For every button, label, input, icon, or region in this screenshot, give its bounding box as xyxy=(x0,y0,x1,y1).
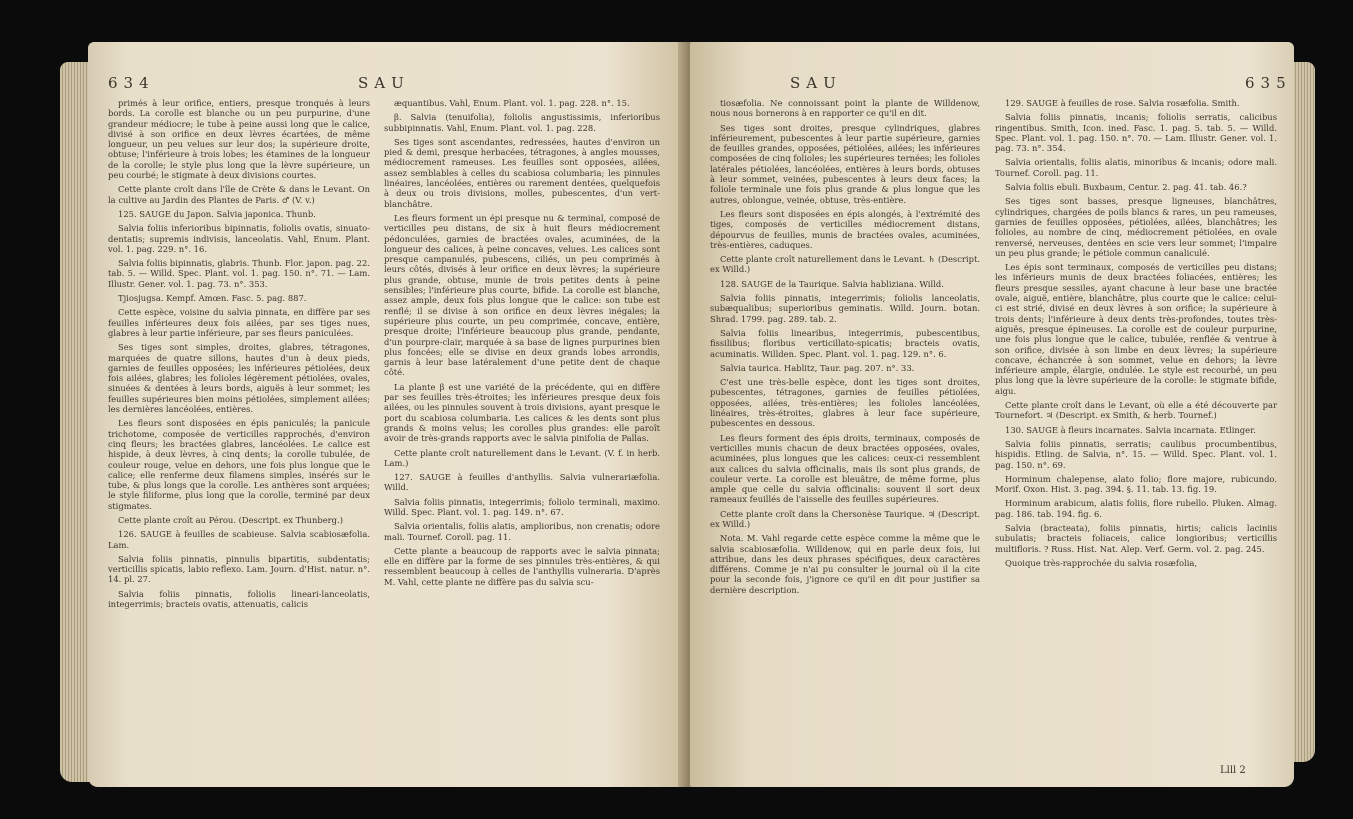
text-paragraph: Horminum chalepense, alato folio; flore majore, rubicundo. Morif. Oxon. Hist. 3. pag. 394. §. 11. tab. 13. fig. 19. xyxy=(995,473,1277,495)
text-paragraph: Salvia foliis pinnatis, integerrimis; foliolis lanceolatis, subæqualibus; superioribus geminatis. Willd. Journ. botan. Shrad. 1799. pag. 289. tab. 2. xyxy=(710,293,980,324)
text-paragraph: Cette plante croît dans la Chersonèse Taurique. ♃ (Descript. ex Willd.) xyxy=(710,508,980,529)
text-paragraph: primés à leur orifice, entiers, presque tronqués à leurs bords. La corolle est blanche ou un peu purpurine, d'une grandeur médiocre; le tube à peine aussi long que le calice, divisé à son orifice en deux lèvres écartées, de même longueur, un peu velues sur leur dos; la supérieure droite, obtuse; l'inférieure à trois lobes; les étamines de la longueur de la corolle; le style plus long que la lèvre supérieure, un peu courbé; le stigmate à deux divisions courtes. xyxy=(108,98,370,181)
text-paragraph: Salvia foliis linearibus, integerrimis, pubescentibus, fissilibus; floribus verticillato-spicatis; bracteis ovatis, acuminatis. Willden. Spec. Plant. vol. 1. pag. 129. n°. 6. xyxy=(710,327,980,359)
text-paragraph: C'est une très-belle espèce, dont les tiges sont droites, pubescentes, tétragones, garnies de feuilles pétiolées, opposées, ailées, très-entières; les folioles lancéolées, linéaires, très-étroites, glabres à leur face supérieure, pubescentes en dessous. xyxy=(710,377,980,429)
text-paragraph: 125. SAUGE du Japon. Salvia japonica. Thunb. xyxy=(118,208,316,219)
text-paragraph: Les fleurs forment un épi presque nu & terminal, composé de verticilles peu distans, de six à huit fleurs médiocrement pédonculées, garnies de bractées ovales, acuminées, de la longueur des calices, à peine concaves, velues. Les calices sont presque campanulés, pubescens, ciliés, un peu comprimés à leurs côtés, divisés à leur orifice en deux lèvres; la supérieure plus grande, obtuse, munie de trois petites dents à peine sensibles; l'inférieure plus courte, bifide. La corolle est blanche, assez ample, deux fois plus longue que le calice: son tube est renflé; il se divise à son orifice en deux lèvres inégales; la supérieure plus courte, un peu comprimée, concave, entière, presque droite; l'inférieure beaucoup plus grande, pendante, d'un pourpre-clair, marquée à sa base de lignes purpurines bien plus foncées; elle se divise en deux grands lobes arrondis, garnis à leur base latéralement d'une petite dent de chaque côté. xyxy=(384,212,660,378)
page-number: 635 xyxy=(1245,74,1292,92)
text-paragraph: La plante β est une variété de la précédente, qui en diffère par ses feuilles très-étroites; les inférieures presque deux fois ailées, ou les pinnules souvent à trois divisions, ayant presque le port du scabiosa columbaria. Les calices & les dents sont plus grands & moins velus; les corolles plus grandes: elle paroît avoir de très-grands rapports avec le salvia pinifolia de Pallas. xyxy=(384,381,660,444)
text-paragraph: Quoique très-rapprochée du salvia rosæfolia, xyxy=(1005,557,1198,568)
text-paragraph: Ses tiges sont droites, presque cylindriques, glabres inférieurement, pubescentes à leur partie supérieure, garnies de feuilles grandes, opposées, pétiolées, ailées; les inférieures composées de cinq folioles; les supérieures ternées; les folioles latérales pétiolées, lancéolées, entières à leurs bords, obtuses à leur sommet, veinées, pubescentes à leurs deux faces; la foliole terminale une fois plus grande & plus longue que les autres, oblongue, veinée, obtuse, très-entière. xyxy=(710,122,980,205)
text-paragraph: Salvia foliis ebuli. Buxbaum, Centur. 2. pag. 41. tab. 46.? xyxy=(1005,182,1247,193)
text-paragraph: Les fleurs sont disposées en épis paniculés; la panicule trichotome, composée de verticilles rapprochés, d'environ cinq fleurs; les bractées glabres, lancéolées. Le calice est hispide, à deux lèvres, à cinq dents; la corolle tubulée, de couleur rouge, velue en dehors, une fois plus longue que le calice; elle renferme deux filamens simples, insérés sur le tube, & plus longs que la corolle. Les anthères sont arquées; le style filiforme, plus long que la corolle, terminé par deux stigmates. xyxy=(108,418,370,511)
left-column-2 xyxy=(384,98,660,758)
text-paragraph: Cette plante croît naturellement dans le Levant. (V. f. in herb. Lam.) xyxy=(384,447,660,468)
text-paragraph: Salvia foliis pinnatis, incanis; foliolis serratis, calicibus ringentibus. Smith, Icon. ined. Fasc. 1. pag. 5. tab. 5. — Willd. Spec. Plant. vol. 1. pag. 150. n°. 70. — Lam. Illustr. Gener. vol. 1. pag. 73. n°. 354. xyxy=(995,112,1277,154)
text-paragraph: β. Salvia (tenuifolia), foliolis angustissimis, inferioribus subbipinnatis. Vahl, Enum. Plant. vol. 1. pag. 228. xyxy=(384,112,660,133)
text-paragraph: Salvia foliis pinnatis, foliolis lineari-lanceolatis, integerrimis; bracteis ovatis, attenuatis, calicis xyxy=(108,588,370,610)
text-paragraph: æquantibus. Vahl, Enum. Plant. vol. 1. pag. 228. n°. 15. xyxy=(394,98,630,108)
text-paragraph: Salvia foliis bipinnatis, glabris. Thunb. Flor. japon. pag. 22. tab. 5. — Willd. Spec. Plant. vol. 1. pag. 150. n°. 71. — Lam. Illustr. Gener. vol. 1. pag. 73. n°. 353. xyxy=(108,258,370,289)
text-paragraph: Cette plante croît au Pérou. (Descript. ex Thunberg.) xyxy=(118,514,343,525)
right-column-1 xyxy=(710,98,980,758)
text-paragraph: 129. SAUGE à feuilles de rose. Salvia rosæfolia. Smith. xyxy=(1005,98,1240,108)
text-paragraph: Cette plante croît naturellement dans le Levant. ♄ (Descript. ex Willd.) xyxy=(710,254,980,275)
page-edges-right xyxy=(1293,62,1315,762)
text-paragraph: Ses tiges sont simples, droites, glabres, tétragones, marquées de quatre sillons, hautes d'un à deux pieds, garnies de feuilles opposées; les inférieures pétiolées, deux fois ailées, glabres; les folioles légèrement pétiolées, ovales, sinuées & dentées à leurs bords, aiguës à leur sommet; les feuilles supérieures bien moins pétiolées, simplement ailées; les dernières lancéolées, entières. xyxy=(108,342,370,415)
text-paragraph: Cette plante croît dans l'île de Crète & dans le Levant. On la cultive au Jardin des Plantes de Paris. ♂ (V. v.) xyxy=(108,184,370,205)
text-paragraph: Cette plante croît dans le Levant, où elle a été découverte par Tournefort. ♃ (Descript. ex Smith, & herb. Tournef.) xyxy=(995,400,1277,421)
left-page xyxy=(88,42,688,787)
text-paragraph: Horminum arabicum, alatis foliis, flore rubello. Pluken. Almag. pag. 186. tab. 194. fig. 6. xyxy=(995,498,1277,519)
page-number: 634 xyxy=(108,74,155,92)
text-paragraph: 127. SAUGE à feuilles d'anthyllis. Salvia vulnerariæfolia. Willd. xyxy=(384,472,660,493)
text-paragraph: 128. SAUGE de la Taurique. Salvia habliziana. Willd. xyxy=(720,278,944,289)
text-paragraph: Salvia foliis pinnatis, integerrimis; foliolo terminali, maximo. Willd. Spec. Plant. vol. 1. pag. 149. n°. 67. xyxy=(384,496,660,517)
text-paragraph: Salvia foliis pinnatis, serratis; caulibus procumbentibus, hispidis. Etling. de Salvia, n°. 15. — Willd. Spec. Plant. vol. 1. pag. 150. n°. 69. xyxy=(995,438,1277,470)
text-paragraph: Salvia foliis pinnatis, pinnulis bipartitis, subdentatis; verticillis spicatis, labio reflexo. Lam. Journ. d'Hist. natur. n°. 14. pl. 27. xyxy=(108,553,370,585)
text-paragraph: Salvia taurica. Hablitz, Taur. pag. 207. n°. 33. xyxy=(720,362,915,373)
open-book xyxy=(60,22,1315,802)
running-head: SAU xyxy=(358,74,410,92)
right-column-2 xyxy=(995,98,1277,758)
text-paragraph: Les fleurs forment des épis droits, terminaux, composés de verticilles munis chacun de deux bractées opposées, ovales, acuminées, plus longues que les calices: ceux-ci ressemblent aux calices du salvia officinalis, mais ils sont plus grands, de couleur verte. La corolle est bleuâtre, de même forme, plus ample que celle du salvia officinalis: souvent il sort deux rameaux feuillés de l'aisselle des feuilles supérieures. xyxy=(710,432,980,505)
text-paragraph: Les fleurs sont disposées en épis alongés, à l'extrémité des tiges, composés de verticilles médiocrement distans, dépourvus de feuilles, munis de bractées ovales, acuminées, très-entières, caduques. xyxy=(710,208,980,250)
text-paragraph: Ses tiges sont basses, presque ligneuses, blanchâtres, cylindriques, chargées de poils blancs & rares, un peu rameuses, garnies de feuilles opposées, pétiolées, ailées, blanchâtres; les folioles, au nombre de cinq, médiocrement pétiolées, en ovale renversé, nerveuses, dentées en scie vers leur sommet; l'impaire un peu plus grande; le pétiole commun canaliculé. xyxy=(995,196,1277,258)
left-column-1 xyxy=(108,98,370,758)
text-paragraph: Salvia orientalis, foliis alatis, minoribus & incanis; odore mali. Tournef. Coroll. pag. 11. xyxy=(995,157,1277,178)
text-paragraph: 130. SAUGE à fleurs incarnates. Salvia incarnata. Etlinger. xyxy=(1005,424,1256,435)
right-page xyxy=(690,42,1294,787)
text-paragraph: Tjiosjugsa. Kempf. Amœn. Fasc. 5. pag. 887. xyxy=(118,293,307,304)
running-head: SAU xyxy=(790,74,842,92)
text-paragraph: Nota. M. Vahl regarde cette espèce comme la même que le salvia scabiosæfolia. Willdenow, qui en parle deux fois, lui attribue, dans les deux phrases spécifiques, deux caractères différens. Comme je n'ai pu consulter le journal où il la cite pour la seconde fois, j'ignore ce qu'il en dit pour justifier sa dernière description. xyxy=(710,533,980,595)
text-paragraph: Cette espèce, voisine du salvia pinnata, en diffère par ses feuilles inférieures deux fois ailées, par ses tiges nues, glabres à leur partie inférieure, par ses fleurs paniculées. xyxy=(108,307,370,338)
text-paragraph: Salvia orientalis, foliis alatis, amplioribus, non crenatis; odore mali. Tournef. Coroll. pag. 11. xyxy=(384,521,660,542)
text-paragraph: Les épis sont terminaux, composés de verticilles peu distans; les inférieurs munis de deux bractées foliacées, entières; les fleurs presque sessiles, ayant chacune à leur base une bractée ovale, aiguë, entière, blanchâtre, plus courte que le calice: celui-ci est strié, divisé en deux lèvres à son orifice; la supérieure à trois dents; l'inférieure à deux dents très-profondes, toutes très-aiguës, presque épineuses. La corolle est de couleur purpurine, une fois plus longue que le calice, tubulée, renflée & ventrue à son orifice, divisée à son limbe en deux lèvres; la supérieure concave, échancrée à son sommet, velue en dehors; la lèvre inférieure ample, élargie, ondulée. Le style est recourbé, un peu plus long que la lèvre supérieure de la corolle: le stigmate bifide, aigu. xyxy=(995,262,1277,396)
text-paragraph: Ses tiges sont ascendantes, redressées, hautes d'environ un pied & demi, presque herbacées, tétragones, à angles mousses, médiocrement rameuses. Les feuilles sont opposées, ailées, assez semblables à celles du scabiosa columbaria; les pinnules linéaires, lancéolées, entières ou rarement dentées, quelquefois à deux ou trois divisions, molles, pubescentes, d'un vert-blanchâtre. xyxy=(384,136,660,209)
text-paragraph: 126. SAUGE à feuilles de scabieuse. Salvia scabiosæfolia. Lam. xyxy=(108,529,370,550)
text-paragraph: Salvia (bracteata), foliis pinnatis, hirtis; calicis laciniis subulatis; bracteis foliaceis, calice longioribus; verticillis multifloris. ? Russ. Hist. Nat. Alep. Verf. Germ. vol. 2. pag. 245. xyxy=(995,522,1277,554)
signature-mark: Llll 2 xyxy=(1220,765,1246,776)
text-paragraph: Cette plante a beaucoup de rapports avec le salvia pinnata; elle en diffère par la forme de ses pinnules très-entières, & qui ressemblent beaucoup à celles de l'anthyllis vulneraria. D'après M. Vahl, cette plante ne diffère pas du salvia scu- xyxy=(384,545,660,587)
text-paragraph: Salvia foliis inferioribus bipinnatis, foliolis ovatis, sinuato-dentatis; supremis indivisis, lanceolatis. Vahl, Enum. Plant. vol. 1. pag. 229. n°. 16. xyxy=(108,223,370,254)
text-paragraph: tiosæfolia. Ne connoissant point la plante de Willdenow, nous nous bornerons à en rapporter ce qu'il en dit. xyxy=(710,98,980,119)
